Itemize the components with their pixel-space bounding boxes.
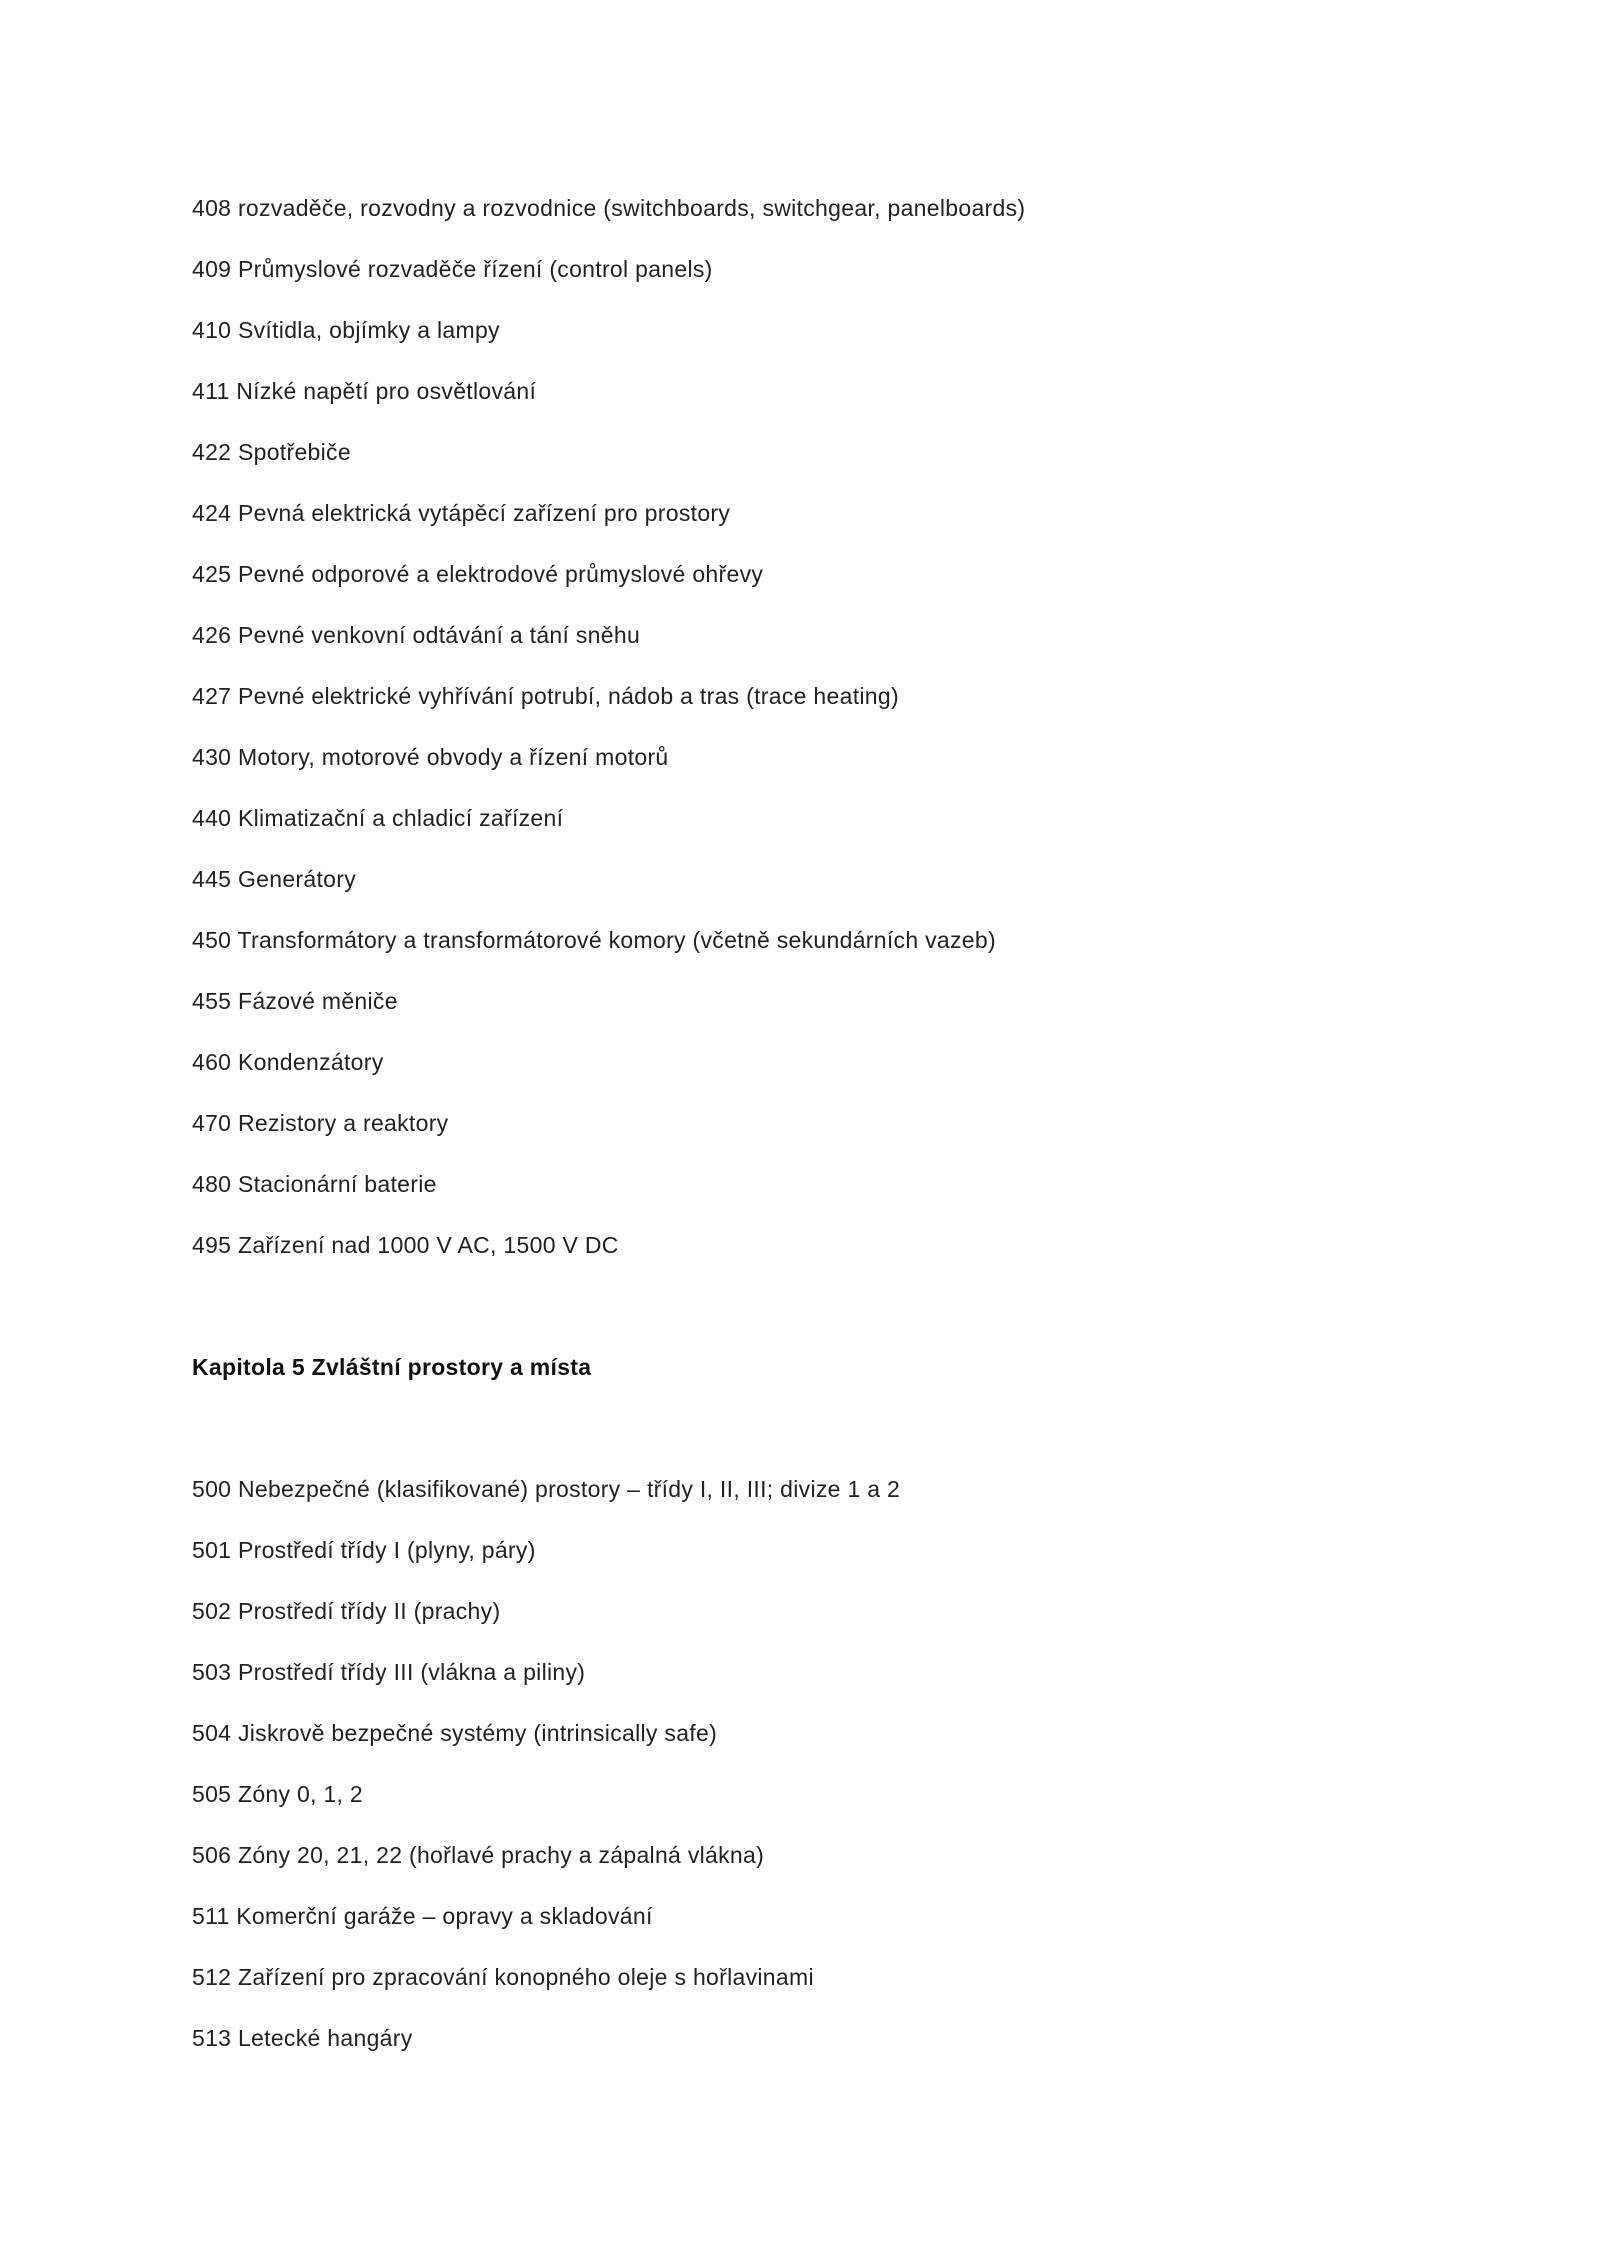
list-item: 408 rozvaděče, rozvodny a rozvodnice (switchboards, switchgear, panelboards) <box>192 195 1026 221</box>
list-item: 422 Spotřebiče <box>192 439 351 465</box>
list-item: 409 Průmyslové rozvaděče řízení (control panels) <box>192 256 713 282</box>
list-item: 445 Generátory <box>192 866 357 892</box>
chapter-5-heading: Kapitola 5 Zvláštní prostory a místa <box>192 1354 592 1380</box>
list-item: 495 Zařízení nad 1000 V AC, 1500 V DC <box>192 1232 619 1258</box>
list-item: 505 Zóny 0, 1, 2 <box>192 1781 364 1807</box>
document-page <box>192 178 1492 2069</box>
section-4-list <box>192 178 1492 1276</box>
list-item: 502 Prostředí třídy II (prachy) <box>192 1598 501 1624</box>
list-item: 427 Pevné elektrické vyhřívání potrubí, nádob a tras (trace heating) <box>192 683 899 709</box>
list-item: 425 Pevné odporové a elektrodové průmyslové ohřevy <box>192 561 764 587</box>
chapter-5-list <box>192 1459 1492 2069</box>
list-item: 455 Fázové měniče <box>192 988 398 1014</box>
list-item: 506 Zóny 20, 21, 22 (hořlavé prachy a zápalná vlákna) <box>192 1842 765 1868</box>
list-item: 450 Transformátory a transformátorové komory (včetně sekundárních vazeb) <box>192 927 996 953</box>
list-item: 440 Klimatizační a chladicí zařízení <box>192 805 564 831</box>
list-item: 511 Komerční garáže – opravy a skladování <box>192 1903 653 1929</box>
list-item: 470 Rezistory a reaktory <box>192 1110 449 1136</box>
list-item: 411 Nízké napětí pro osvětlování <box>192 378 537 404</box>
list-item: 410 Svítidla, objímky a lampy <box>192 317 500 343</box>
spacer <box>192 1276 1492 1337</box>
list-item: 513 Letecké hangáry <box>192 2025 413 2051</box>
list-item: 501 Prostředí třídy I (plyny, páry) <box>192 1537 536 1563</box>
list-item: 504 Jiskrově bezpečné systémy (intrinsically safe) <box>192 1720 718 1746</box>
list-item: 500 Nebezpečné (klasifikované) prostory – třídy I, II, III; divize 1 a 2 <box>192 1476 901 1502</box>
list-item: 424 Pevná elektrická vytápěcí zařízení pro prostory <box>192 500 731 526</box>
list-item: 503 Prostředí třídy III (vlákna a piliny) <box>192 1659 586 1685</box>
list-item: 512 Zařízení pro zpracování konopného oleje s hořlavinami <box>192 1964 814 1990</box>
list-item: 480 Stacionární baterie <box>192 1171 437 1197</box>
list-item: 426 Pevné venkovní odtávání a tání sněhu <box>192 622 641 648</box>
list-item: 460 Kondenzátory <box>192 1049 384 1075</box>
list-item: 430 Motory, motorové obvody a řízení motorů <box>192 744 669 770</box>
spacer <box>192 1398 1492 1459</box>
